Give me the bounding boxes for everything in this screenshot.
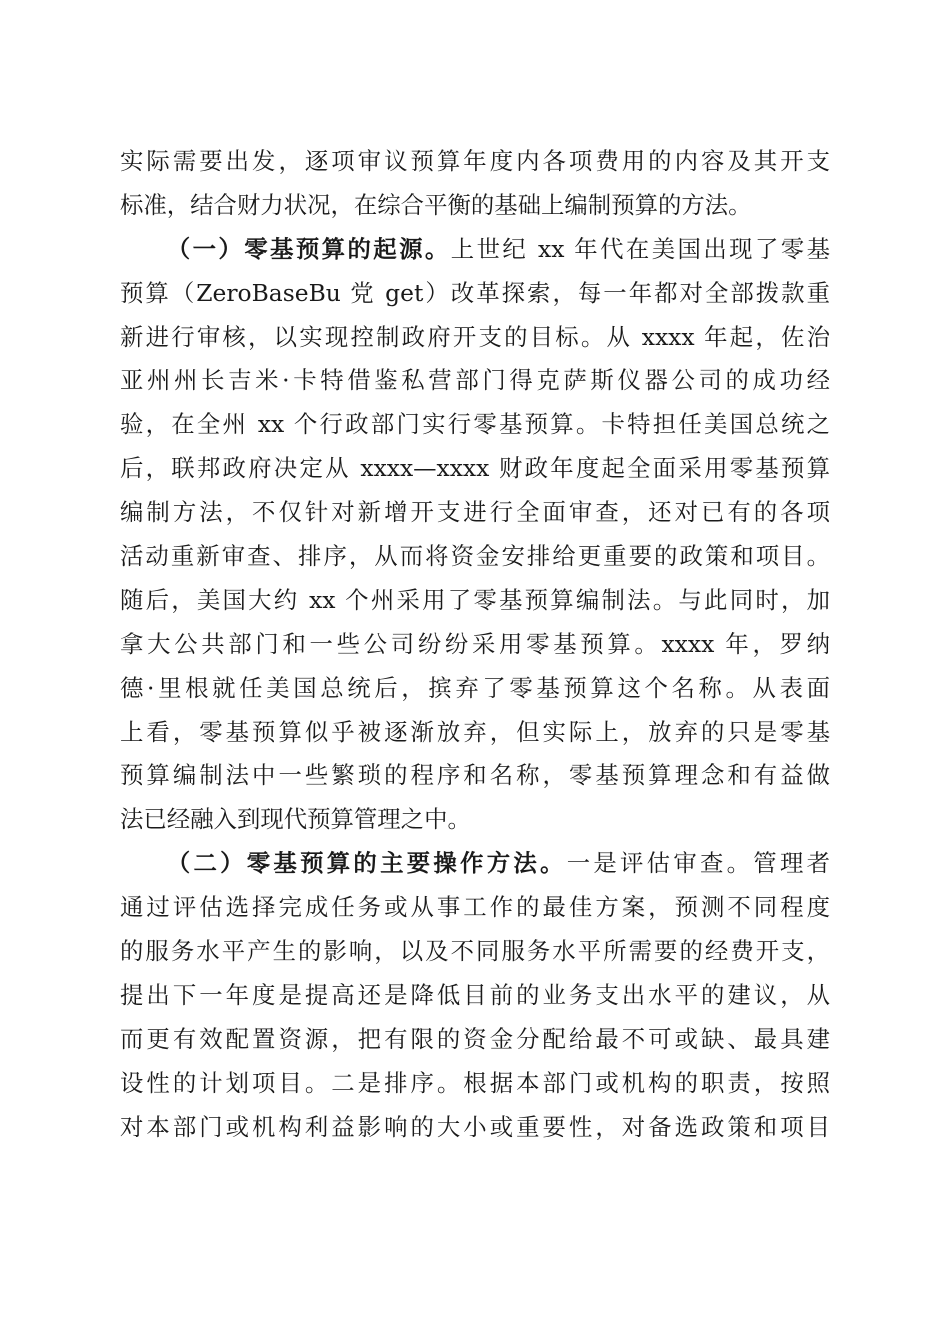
text-line: 通过评估选择完成任务或从事工作的最佳方案，预测不同程度 (120, 893, 830, 922)
section-heading-methods: （二）零基预算的主要操作方法。 (166, 849, 567, 878)
text-line: 对本部门或机构利益影响的大小或重要性，对备选政策和项目 (120, 1112, 830, 1141)
text-line: 法已经融入到现代预算管理之中。 (120, 805, 471, 834)
text-line: 编制方法，不仅针对新增开支进行全面审查，还对已有的各项 (120, 498, 830, 527)
text-line: 提出下一年度是提高还是降低目前的业务支出水平的建议，从 (120, 980, 830, 1009)
text-line: 的服务水平产生的影响，以及不同服务水平所需要的经费开支， (120, 937, 830, 966)
text-line: 随后，美国大约 xx 个州采用了零基预算编制法。与此同时，加 (120, 585, 830, 614)
text-line: 德·里根就任美国总统后，摈弃了零基预算这个名称。从表面 (120, 673, 830, 702)
text-line: 验，在全州 xx 个行政部门实行零基预算。卡特担任美国总统之 (120, 410, 830, 439)
text-run: 一是评估审查。管理者 (566, 849, 831, 878)
text-run: 上世纪 xx 年代在美国出现了零基 (450, 234, 830, 263)
text-line: 预算编制法中一些繁琐的程序和名称，零基预算理念和有益做 (120, 761, 830, 790)
paragraph-first-line (120, 842, 830, 886)
text-line: 而更有效配置资源，把有限的资金分配给最不可或缺、最具建 (120, 1024, 830, 1053)
text-line: 上看，零基预算似乎被逐渐放弃，但实际上，放弃的只是零基 (120, 717, 830, 746)
text-line: 实际需要出发，逐项审议预算年度内各项费用的内容及其开支 (120, 147, 830, 175)
section-heading-origin: （一）零基预算的起源。 (166, 234, 451, 263)
text-line: 设性的计划项目。二是排序。根据本部门或机构的职责，按照 (120, 1068, 830, 1097)
text-line: 新进行审核，以实现控制政府开支的目标。从 xxxx 年起，佐治 (120, 322, 830, 351)
text-line: 标准，结合财力状况，在综合平衡的基础上编制预算的方法。 (120, 190, 752, 219)
text-line: 亚州州长吉米·卡特借鉴私营部门得克萨斯仪器公司的成功经 (120, 366, 830, 395)
text-line: 后，联邦政府决定从 xxxx—xxxx 财政年度起全面采用零基预算 (120, 454, 830, 483)
text-line: 预算（ZeroBaseBu 党 get）改革探索，每一年都对全部拨款重 (120, 278, 830, 307)
text-line: 拿大公共部门和一些公司纷纷采用零基预算。xxxx 年，罗纳 (120, 629, 830, 658)
paragraph-first-line (120, 228, 830, 272)
body-text (120, 140, 830, 1149)
text-line: 活动重新审查、排序，从而将资金安排给更重要的政策和项目。 (120, 542, 830, 571)
